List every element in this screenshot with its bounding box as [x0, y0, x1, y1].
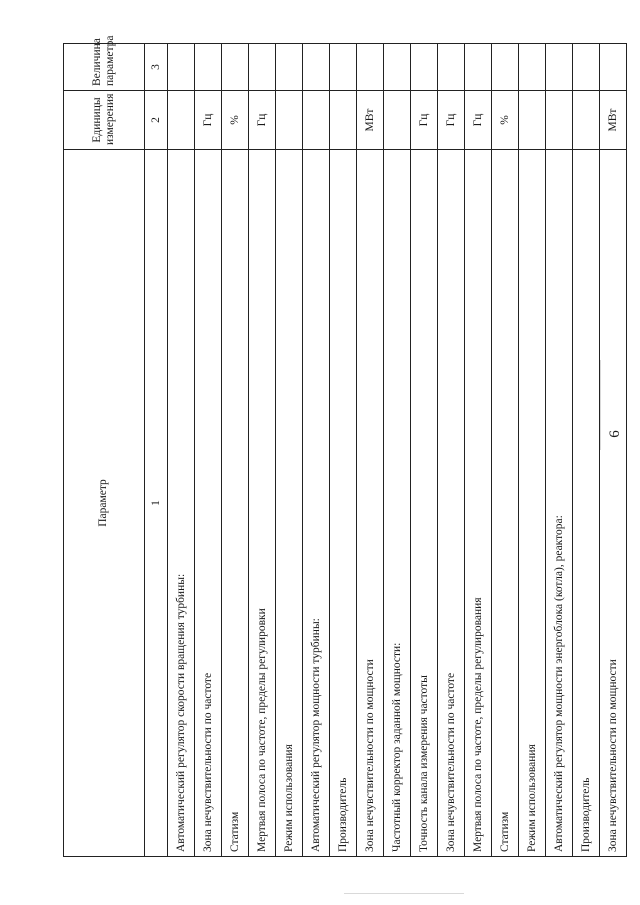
table-row	[303, 44, 330, 857]
parameters-table	[63, 35, 627, 857]
parameter-cell: Производитель	[573, 150, 600, 857]
parameter-cell: Зона нечувствительности по мощности	[357, 150, 384, 857]
header-parameter: Параметр	[64, 150, 145, 857]
table-row	[357, 44, 384, 857]
value-cell	[222, 44, 249, 91]
table-row	[330, 44, 357, 857]
unit-cell	[384, 91, 411, 150]
unit-cell	[303, 91, 330, 150]
unit-cell	[546, 91, 573, 150]
parameter-cell: Автоматический регулятор мощности турбины:	[303, 150, 330, 857]
table-row	[249, 44, 276, 857]
value-cell	[438, 44, 465, 91]
value-cell	[573, 44, 600, 91]
value-cell	[519, 44, 546, 91]
unit-cell	[276, 91, 303, 150]
unit-cell: Гц	[438, 91, 465, 150]
table-row	[168, 44, 195, 857]
table-row	[195, 44, 222, 857]
parameter-cell: Режим использования	[519, 150, 546, 857]
parameter-cell: Производитель	[330, 150, 357, 857]
column-number: 3	[145, 44, 168, 91]
unit-cell	[330, 91, 357, 150]
table-row	[384, 44, 411, 857]
table-row	[411, 44, 438, 857]
column-number-row	[145, 44, 168, 857]
rotated-table-container	[63, 35, 626, 857]
table-row	[465, 44, 492, 857]
value-cell	[357, 44, 384, 91]
table-row	[546, 44, 573, 857]
parameter-cell: Мертвая полоса по частоте, пределы регулировки	[249, 150, 276, 857]
column-number: 2	[145, 91, 168, 150]
table-row	[276, 44, 303, 857]
table-body	[168, 44, 627, 857]
value-cell	[546, 44, 573, 91]
table-row	[492, 44, 519, 857]
value-cell	[600, 44, 627, 91]
page-number: 6	[607, 430, 623, 438]
value-cell	[303, 44, 330, 91]
parameter-cell: Частотный корректор заданной мощности:	[384, 150, 411, 857]
table-row	[519, 44, 546, 857]
unit-cell: Гц	[249, 91, 276, 150]
table-row	[573, 44, 600, 857]
value-cell	[330, 44, 357, 91]
unit-cell: %	[492, 91, 519, 150]
table-row	[438, 44, 465, 857]
parameter-cell: Автоматический регулятор скорости вращения турбины:	[168, 150, 195, 857]
unit-cell: МВт	[357, 91, 384, 150]
unit-cell	[168, 91, 195, 150]
unit-cell: Гц	[465, 91, 492, 150]
unit-cell	[519, 91, 546, 150]
value-cell	[168, 44, 195, 91]
value-cell	[411, 44, 438, 91]
parameter-cell: Статизм	[222, 150, 249, 857]
unit-cell: %	[222, 91, 249, 150]
table-header-row	[64, 44, 145, 857]
column-number: 1	[145, 150, 168, 857]
value-cell	[276, 44, 303, 91]
unit-cell	[573, 91, 600, 150]
header-value: Величина параметра	[64, 44, 145, 91]
value-cell	[384, 44, 411, 91]
value-cell	[465, 44, 492, 91]
scan-edge-mark	[344, 893, 464, 894]
table-row	[222, 44, 249, 857]
unit-cell: Гц	[195, 91, 222, 150]
header-unit: Единицы измерения	[64, 91, 145, 150]
parameter-cell: Зона нечувствительности по частоте	[438, 150, 465, 857]
parameter-cell: Статизм	[492, 150, 519, 857]
parameter-cell: Режим использования	[276, 150, 303, 857]
parameter-cell: Мертвая полоса по частоте, пределы регулирования	[465, 150, 492, 857]
value-cell	[195, 44, 222, 91]
table-row	[600, 44, 627, 857]
parameter-cell: Зона нечувствительности по частоте	[195, 150, 222, 857]
parameter-cell: Автоматический регулятор мощности энергоблока (котла), реактора:	[546, 150, 573, 857]
unit-cell: Гц	[411, 91, 438, 150]
parameter-cell: Зона нечувствительности по мощности	[600, 150, 627, 857]
value-cell	[492, 44, 519, 91]
value-cell	[249, 44, 276, 91]
unit-cell: МВт	[600, 91, 627, 150]
parameter-cell: Точность канала измерения частоты	[411, 150, 438, 857]
